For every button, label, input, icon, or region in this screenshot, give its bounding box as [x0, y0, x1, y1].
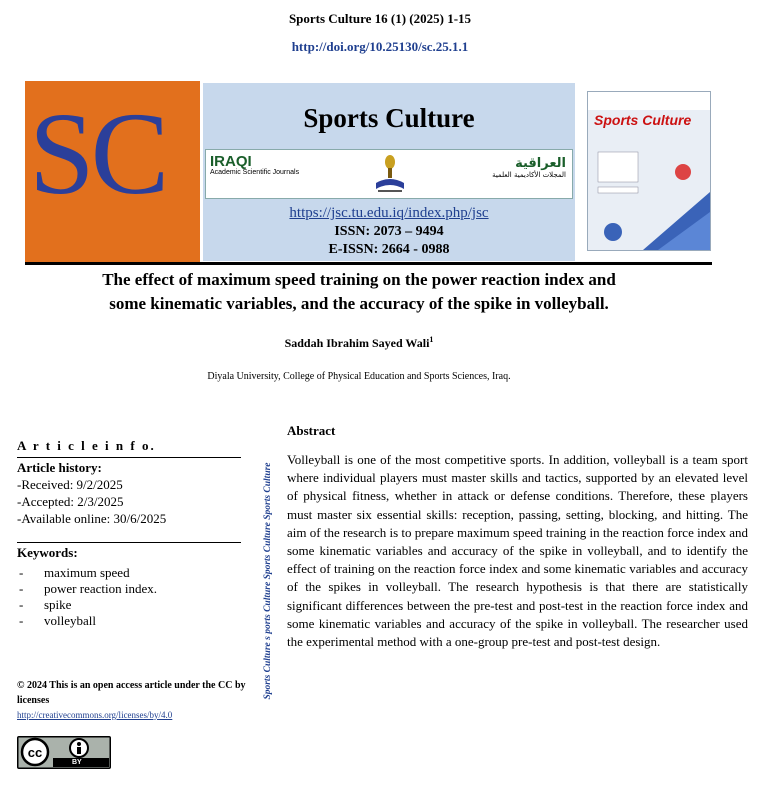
- doi-link[interactable]: http://doi.org/10.25130/sc.25.1.1: [291, 39, 469, 54]
- vertical-journal-text-inner: Sports Culture s ports Culture Sports Culture Sports Culture: [263, 462, 273, 700]
- sc-logo-text: SC: [29, 88, 166, 219]
- cc-badge-label: BY: [72, 759, 82, 766]
- eissn: E-ISSN: 2664 - 0988: [328, 242, 450, 257]
- author-text: Saddah Ibrahim Sayed Wali: [284, 336, 430, 350]
- history-label: Article history:: [17, 460, 102, 475]
- abstract-body: Volleyball is one of the most competitive sports. In addition, volleyball is a team sport where individual players must master skills and tactics, supported by an elevated level of physical fitness, whether in attack or defense conditions. Therefore, these players must master six essential skills: reception, passing, setting, blocking, and hitting. The aim of the research is to prepare maximum speed training in the reaction force index and some kinematic variables and accuracy of the spike in volleyball, and to identify the effect of training on the reaction force index and some kinematic variables and accuracy of the spikes in volleyball. The research hypothesis is that there are statistically significant differences between the pre-test and post-test in the reaction force index and some kinematic variables and accuracy of the spike in volleyball. The researcher used the experimental method with a one-group pre-test and post-test design.: [287, 452, 748, 650]
- affiliation: Diyala University, College of Physical Education and Sports Sciences, Iraq.: [207, 371, 511, 382]
- history-accepted: -Accepted: 2/3/2025: [17, 494, 124, 509]
- keyword-item: power reaction index.: [44, 581, 157, 596]
- keyword-item: volleyball: [44, 613, 96, 628]
- banner-center: [203, 83, 575, 261]
- cover-artwork: [588, 132, 710, 250]
- emblem-icon: [372, 153, 408, 200]
- paper-title-line2: some kinematic variables, and the accuracy of the spike in volleyball.: [109, 294, 609, 313]
- cc-by-badge[interactable]: [17, 736, 111, 769]
- journal-banner: [25, 81, 712, 263]
- journal-cover-image: [587, 91, 711, 251]
- svg-text:cc: cc: [27, 745, 43, 760]
- keyword-item: maximum speed: [44, 565, 130, 580]
- abstract-heading: Abstract: [287, 423, 336, 438]
- article-info-heading: A r t i c l e i n f o.: [17, 438, 156, 453]
- vertical-journal-text: [262, 450, 274, 715]
- iraqi-logo: [210, 154, 300, 176]
- paper-title: [0, 268, 718, 316]
- iraqi-logo-word: IRAQI: [210, 153, 252, 170]
- keyword-bullet: -: [19, 597, 24, 612]
- cover-header: [588, 92, 710, 110]
- keyword-item: spike: [44, 597, 72, 612]
- arabic-logo: [476, 156, 566, 179]
- iraqi-logo-sub: Academic Scientific Journals: [210, 169, 300, 176]
- logos-row: [205, 149, 573, 199]
- divider: [17, 457, 241, 458]
- paper-title-line1: The effect of maximum speed training on the power reaction index and: [102, 270, 616, 289]
- banner-divider: [25, 262, 712, 265]
- keyword-bullet: -: [19, 565, 24, 580]
- history-received: -Received: 9/2/2025: [17, 477, 123, 492]
- issn: ISSN: 2073 – 9494: [334, 224, 444, 239]
- journal-url-link[interactable]: https://jsc.tu.edu.iq/index.php/jsc: [289, 205, 489, 221]
- author-affiliation-mark: 1: [429, 335, 434, 344]
- arabic-logo-word: العراقية: [515, 156, 566, 171]
- license-link[interactable]: http://creativecommons.org/licenses/by/4.0: [17, 710, 173, 720]
- keyword-bullet: -: [19, 613, 24, 628]
- history-online: -Available online: 30/6/2025: [17, 511, 167, 526]
- banner-title: Sports Culture: [303, 103, 475, 133]
- cover-title: Sports Culture: [594, 112, 692, 128]
- keyword-bullet: -: [19, 581, 24, 596]
- license-text: © 2024 This is an open access article under the CC by licenses: [17, 680, 246, 706]
- arabic-logo-sub: المجلات الأكاديمية العلمية: [492, 171, 566, 179]
- sc-logo: [25, 81, 200, 263]
- keywords-label: Keywords:: [17, 545, 78, 560]
- divider: [17, 542, 241, 543]
- journal-citation: Sports Culture 16 (1) (2025) 1-15: [288, 11, 472, 26]
- author-name: [0, 335, 718, 351]
